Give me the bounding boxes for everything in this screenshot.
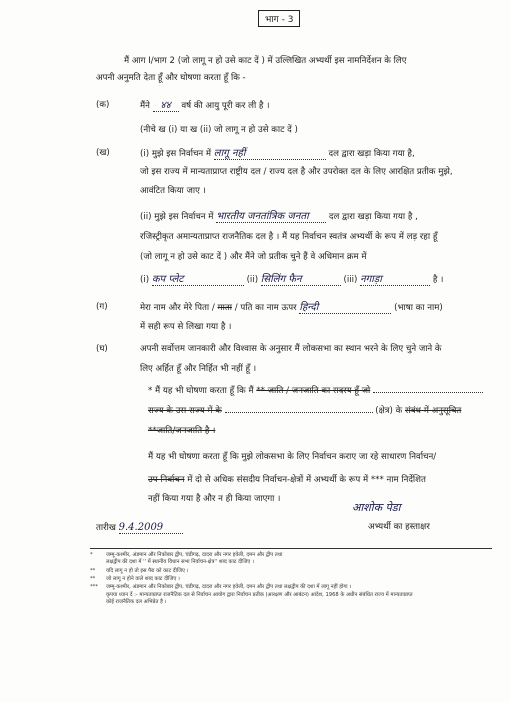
date-row [96, 522, 183, 534]
footnote-text: जम्मू-कश्मीर, अंडमान और निकोबार द्वीप, चंडीगढ़, दादरा और नगर हवेली, दमन और द्वीप तथा लक्षद्वीप की दशा में लागू नहीं होगा । [106, 584, 352, 590]
kha-i-line-1 [140, 148, 415, 160]
gha-l3-pre: * मैं यह भी घोषणा करता हूँ कि मैं [148, 386, 254, 396]
footnote-item [90, 552, 494, 559]
ka-pre: मैंने [140, 101, 150, 111]
footnote-mark: ** [90, 576, 96, 582]
symbols-line [140, 274, 443, 286]
kha-ii-party: भारतीय जनतांत्रिक जनता [216, 211, 326, 223]
kha-ii-line-2: रजिस्ट्रीकृत अमान्यताप्राप्त राजनैतिक दल है । मैं यह निर्वाचन स्वतंत्र अभ्यर्थी के रूप में लड़ रहा हूँ [140, 232, 438, 242]
gha-line-2: लिए अर्हित हूँ और निर्हित भी नहीं हूँ । [140, 364, 257, 374]
footnote-text: कृपया ध्यान दें :- मान्यताप्राप्त राजनैतिक दल से निर्वाचन आयोग द्वारा निर्वाचन प्रतीक (आरक्षण और आबंटन) आदेश, 1968 के अधीन संबंधित राज्य में मान्यताप्राप्त [106, 592, 413, 598]
gha-line-8: नहीं किया गया है और न ही किया जाएगा । [148, 494, 281, 504]
gha-line-7 [148, 475, 426, 486]
symbol-ii: सिलिंग फैन [261, 274, 341, 286]
intro-line-1: मैं आग I/भाग 2 (जो लागू न हो उसे काट दें ) में उल्लिखित अभ्यर्थी इस नामनिर्देशन के लिए [124, 56, 407, 66]
part-label: भाग - 3 [258, 10, 300, 27]
footnote-text: कोई राजनैतिक दल अभिप्रेत है । [106, 599, 167, 605]
ka-note: (नीचे ख (i) या ख (ii) जो लागू न हो उसे काट दें ) [140, 125, 298, 135]
kha-ii-pre: (ii) मुझे इस निर्वाचन में [140, 212, 214, 222]
kha-i-party: लागू नहीं [214, 148, 326, 160]
footnote-item [90, 592, 494, 599]
ga-line-2: में सही रूप से लिखा गया है । [140, 322, 232, 332]
symbol-ii-label: (ii) [246, 275, 259, 285]
kha-i-post: दल द्वारा खड़ा किया गया है, [328, 149, 415, 159]
section-gha-marker: (घ) [96, 344, 108, 354]
kha-ii-post: दल द्वारा खड़ा किया गया है , [328, 212, 418, 222]
kha-ii-line-1 [140, 211, 418, 223]
gha-l4-blank [225, 412, 373, 413]
footnote-text: यदि लागू न हो तो इस पैरा को काट दीजिए । [106, 568, 189, 574]
signature-handwriting: आशोक पेडा [352, 501, 401, 514]
gha-line-1: अपनी सर्वोत्तम जानकारी और विश्वास के अनुसार मैं लोकसभा का स्थान भरने के लिए चुने जाने के [140, 344, 442, 354]
footnote-item [90, 576, 494, 583]
gha-l5-struck: **जाति/जनजाति है । [148, 426, 216, 436]
footnote-item [90, 599, 494, 606]
ga-pre: मेरा नाम और मेरे पिता / [140, 303, 215, 313]
footnote-text: जो लागू न होने वाले शब्द काट दीजिए । [106, 576, 180, 582]
age-value: ४४ [153, 100, 179, 112]
gha-line-3 [148, 386, 483, 397]
symbols-end: है । [432, 275, 444, 285]
kha-i-pre: (i) मुझे इस निर्वाचन में [140, 149, 212, 159]
gha-line-5 [148, 426, 215, 437]
gha-l7-post: में दो से अधिक संसदीय निर्वाचन-क्षेत्रों में अभ्यर्थी के रूप में *** नाम निर्देशित [187, 475, 426, 485]
gha-line-4 [148, 406, 461, 417]
footnote-mark: *** [90, 584, 98, 590]
footnote-item [90, 584, 494, 591]
gha-l3-struck: ** जाति / जनजाति का सदस्य हूँ जो [256, 386, 371, 396]
footnote-text: लक्षद्वीप की दशा में '' में स्थानीय विधान सभा निर्वाचन-क्षेत्र'' शब्द काट दीजिए । [106, 559, 254, 565]
footnote-mark: ** [90, 568, 96, 574]
symbol-i: कप प्लेट [152, 274, 244, 286]
footnote-text: जम्मू-कश्मीर, अंडमान और निकोबार द्वीप, चंडीगढ़, दादरा और नगर हवेली, दमन और द्वीप तथा [106, 552, 283, 558]
gha-l7-struck: उप निर्वाचन [148, 475, 185, 485]
ka-post: वर्ष की आयु पूरी कर ली है । [181, 101, 270, 111]
gha-l4-struck: राज्य के उस राज्य में के [148, 406, 222, 416]
gha-l4-mid: (क्षेत्र) के [375, 406, 403, 416]
gha-l3-blank [373, 392, 483, 393]
signature-label: अभ्यर्थी का हस्ताक्षर [368, 522, 430, 532]
footnote-item [90, 559, 494, 566]
section-ka-marker: (क) [96, 100, 110, 110]
symbol-i-label: (i) [140, 275, 150, 285]
symbol-iii: नगाड़ा [360, 274, 430, 286]
footnote-mark: * [90, 552, 93, 558]
ga-mid: / पति का नाम ऊपर [234, 303, 297, 313]
section-kha-marker: (ख) [96, 148, 110, 158]
intro-line-2: अपनी अनुमति देता हूँ और घोषणा करता हूँ कि - [96, 73, 246, 83]
kha-i-line-2: जो इस राज्य में मान्यताप्राप्त राष्ट्रीय दल / राज्य दल है और उपरोक्त दल के लिए आरक्षित प्रतीक मुझे, [140, 167, 453, 177]
language-value: हिन्दी [299, 302, 391, 314]
gha-l4-struck-2: संबंध में अनुसूचित [404, 406, 462, 416]
section-ka-line [140, 100, 269, 112]
gha-line-6: मैं यह भी घोषणा करता हूँ कि मुझे लोकसभा के लिए निर्वाचन कराए जा रहे साधारण निर्वाचन/ [148, 452, 437, 462]
section-ga-marker: (ग) [96, 302, 108, 312]
date-label: तारीख [96, 523, 116, 533]
ga-struck-mother: माता [217, 303, 232, 313]
ga-post: (भाषा का नाम) [394, 303, 443, 313]
date-value: 9.4.2009 [119, 522, 183, 534]
footnote-item [90, 568, 494, 575]
footnote-divider [90, 548, 492, 549]
kha-i-line-3: आवंटित किया जाए । [140, 186, 206, 196]
symbol-iii-label: (iii) [343, 275, 358, 285]
ga-line-1 [140, 302, 443, 314]
kha-ii-line-3: (जो लागू न हो उसे काट दें ) और मैंने जो प्रतीक चुने हैं वे अधिमान क्रम में [140, 252, 367, 262]
